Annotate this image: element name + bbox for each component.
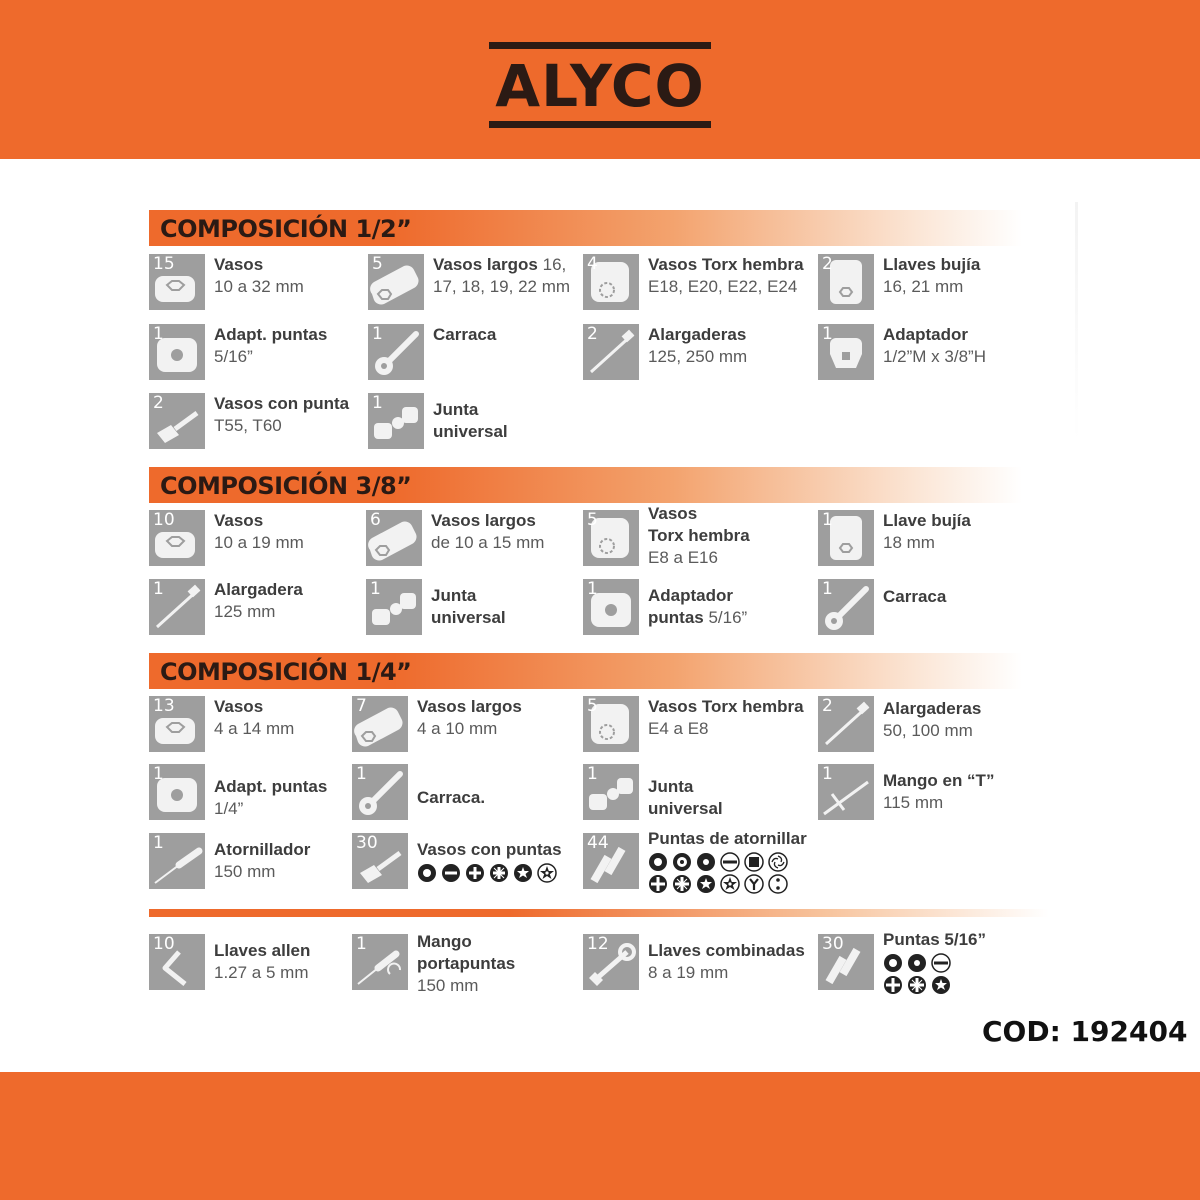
bit-types-row bbox=[883, 953, 1063, 973]
item-text: Vasos largos 16, 17, 18, 19, 22 mm bbox=[433, 255, 571, 296]
quantity: 2 bbox=[822, 696, 833, 716]
bit-socket-icon bbox=[149, 393, 205, 449]
logo-top-bar bbox=[489, 42, 711, 49]
bit-adapter-icon bbox=[149, 324, 205, 380]
item-text: Adaptador puntas 5/16” bbox=[648, 586, 748, 627]
screwdriver-icon bbox=[149, 833, 205, 889]
universal-joint-icon bbox=[583, 764, 639, 820]
item-text: Junta universal bbox=[648, 777, 723, 818]
quantity: 1 bbox=[153, 579, 164, 599]
quantity: 1 bbox=[587, 579, 598, 599]
quantity: 1 bbox=[356, 934, 367, 954]
bit-adapter-icon bbox=[149, 764, 205, 820]
product-code: COD: 192404 bbox=[982, 1015, 1188, 1048]
quantity: 10 bbox=[153, 934, 175, 954]
item-text: Alargadera 125 mm bbox=[214, 580, 303, 621]
bit-pozidriv-icon bbox=[672, 874, 692, 894]
quantity: 7 bbox=[356, 696, 367, 716]
decorative-line bbox=[1075, 202, 1078, 442]
footer-band bbox=[0, 1072, 1200, 1200]
quantity: 1 bbox=[356, 764, 367, 784]
extension-bar-icon bbox=[149, 579, 205, 635]
item-text: Mango en “T” 115 mm bbox=[883, 771, 995, 812]
quantity: 2 bbox=[587, 324, 598, 344]
bit-phillips-icon bbox=[465, 863, 485, 883]
screwdriver-bits-icon bbox=[583, 833, 639, 889]
item-text: Junta universal bbox=[433, 400, 508, 441]
item-text: Vasos Torx hembra E8 a E16 bbox=[648, 504, 750, 567]
bit-star-icon bbox=[931, 975, 951, 995]
item-text: Atornillador 150 mm bbox=[214, 840, 311, 881]
quantity: 1 bbox=[372, 324, 383, 344]
quantity: 1 bbox=[822, 510, 833, 530]
quantity: 15 bbox=[153, 254, 175, 274]
universal-joint-icon bbox=[368, 393, 424, 449]
item-text: Puntas 5/16” bbox=[883, 929, 1063, 995]
bit-torx-tamper-icon bbox=[720, 874, 740, 894]
bit-square-icon bbox=[744, 852, 764, 872]
bit-types-row-2 bbox=[883, 975, 1063, 995]
item-text: Carraca. bbox=[417, 788, 486, 807]
section-divider-bar bbox=[149, 909, 1049, 917]
section-header-3-8 bbox=[149, 467, 1022, 503]
item-text: Llaves combinadas 8 a 19 mm bbox=[648, 941, 805, 982]
item-text: Vasos con punta T55, T60 bbox=[214, 394, 350, 435]
quantity: 1 bbox=[822, 324, 833, 344]
extension-bar-icon bbox=[583, 324, 639, 380]
quantity: 1 bbox=[822, 764, 833, 784]
adapter-icon bbox=[818, 324, 874, 380]
bit-security-icon bbox=[672, 852, 692, 872]
item-text: Adapt. puntas 1/4” bbox=[214, 777, 328, 818]
long-socket-icon bbox=[368, 254, 424, 310]
section-title: COMPOSICIÓN 1/2” bbox=[160, 215, 412, 243]
bit-torx-tamper-icon bbox=[537, 863, 557, 883]
socket-icon bbox=[149, 696, 205, 752]
bit-star-icon bbox=[696, 874, 716, 894]
item-text: Alargaderas 50, 100 mm bbox=[883, 699, 982, 740]
brand-logo bbox=[489, 42, 711, 128]
bit-adapter-icon bbox=[583, 579, 639, 635]
item-text: Junta universal bbox=[431, 586, 506, 627]
bit-spiral-icon bbox=[768, 852, 788, 872]
bit-slotted-icon bbox=[931, 953, 951, 973]
quantity: 44 bbox=[587, 833, 609, 853]
quantity: 1 bbox=[153, 764, 164, 784]
screwdriver-bits-icon bbox=[818, 934, 874, 990]
bit-hex-icon bbox=[883, 953, 903, 973]
bit-hex-icon bbox=[648, 852, 668, 872]
spark-plug-socket-icon bbox=[818, 510, 874, 566]
quantity: 30 bbox=[356, 833, 378, 853]
quantity: 1 bbox=[153, 324, 164, 344]
allen-key-icon bbox=[149, 934, 205, 990]
spark-plug-socket-icon bbox=[818, 254, 874, 310]
quantity: 13 bbox=[153, 696, 175, 716]
item-text: Alargaderas 125, 250 mm bbox=[648, 325, 748, 366]
ratchet-icon bbox=[818, 579, 874, 635]
quantity: 30 bbox=[822, 934, 844, 954]
quantity: 6 bbox=[370, 510, 381, 530]
section-title: COMPOSICIÓN 1/4” bbox=[160, 658, 412, 686]
socket-icon bbox=[149, 510, 205, 566]
bit-holder-handle-icon bbox=[352, 934, 408, 990]
item-text: Llave bujía 18 mm bbox=[883, 511, 971, 552]
bit-torx-icon bbox=[907, 953, 927, 973]
item-text: Carraca bbox=[433, 325, 497, 344]
quantity: 5 bbox=[587, 510, 598, 530]
long-socket-icon bbox=[366, 510, 422, 566]
quantity: 5 bbox=[587, 696, 598, 716]
bit-types-row bbox=[417, 863, 577, 883]
extension-bar-icon bbox=[818, 696, 874, 752]
item-text: Puntas de atornillar bbox=[648, 828, 828, 894]
bit-types-row-2 bbox=[648, 874, 828, 894]
bit-torx-icon bbox=[417, 863, 437, 883]
item-text: Vasos largos 4 a 10 mm bbox=[417, 697, 522, 738]
bit-tri-wing-icon bbox=[744, 874, 764, 894]
item-text: Llaves bujía 16, 21 mm bbox=[883, 255, 981, 296]
socket-icon bbox=[149, 254, 205, 310]
item-text: Vasos Torx hembra E18, E20, E22, E24 bbox=[648, 255, 804, 296]
logo-bottom-bar bbox=[489, 121, 711, 128]
quantity: 2 bbox=[153, 393, 164, 413]
quantity: 1 bbox=[587, 764, 598, 784]
bit-socket-icon bbox=[352, 833, 408, 889]
item-text: Vasos largos de 10 a 15 mm bbox=[431, 511, 545, 552]
bit-phillips-icon bbox=[883, 975, 903, 995]
item-text: Mango portapuntas 150 mm bbox=[417, 932, 516, 995]
item-text: Vasos Torx hembra E4 a E8 bbox=[648, 697, 804, 738]
bit-spanner-icon bbox=[768, 874, 788, 894]
quantity: 5 bbox=[372, 254, 383, 274]
quantity: 1 bbox=[370, 579, 381, 599]
torx-socket-icon bbox=[583, 510, 639, 566]
section-title: COMPOSICIÓN 3/8” bbox=[160, 472, 412, 500]
quantity: 12 bbox=[587, 934, 609, 954]
item-text: Vasos con puntas bbox=[417, 839, 577, 883]
combination-wrench-icon bbox=[583, 934, 639, 990]
item-text: Vasos 10 a 32 mm bbox=[214, 255, 304, 296]
torx-socket-icon bbox=[583, 254, 639, 310]
bit-phillips-icon bbox=[648, 874, 668, 894]
section-header-1-2 bbox=[149, 210, 1022, 246]
item-text: Adaptador 1/2”M x 3/8”H bbox=[883, 325, 986, 366]
item-text: Vasos 4 a 14 mm bbox=[214, 697, 295, 738]
quantity: 10 bbox=[153, 510, 175, 530]
item-text: Vasos 10 a 19 mm bbox=[214, 511, 304, 552]
bit-pozidriv-icon bbox=[907, 975, 927, 995]
ratchet-icon bbox=[368, 324, 424, 380]
long-socket-icon bbox=[352, 696, 408, 752]
section-header-1-4 bbox=[149, 653, 1022, 689]
bit-torx-icon bbox=[696, 852, 716, 872]
quantity: 1 bbox=[372, 393, 383, 413]
bit-types-row bbox=[648, 852, 828, 872]
item-text: Adapt. puntas 5/16” bbox=[214, 325, 328, 366]
logo-wordmark: ALYCO bbox=[495, 52, 705, 120]
quantity: 2 bbox=[822, 254, 833, 274]
item-text: Carraca bbox=[883, 587, 947, 606]
bit-slotted-icon bbox=[441, 863, 461, 883]
quantity: 1 bbox=[153, 833, 164, 853]
quantity: 1 bbox=[822, 579, 833, 599]
bit-pozidriv-icon bbox=[489, 863, 509, 883]
bit-star-icon bbox=[513, 863, 533, 883]
torx-socket-icon bbox=[583, 696, 639, 752]
quantity: 4 bbox=[587, 254, 598, 274]
item-text: Llaves allen 1.27 a 5 mm bbox=[214, 941, 311, 982]
bit-slotted-icon bbox=[720, 852, 740, 872]
universal-joint-icon bbox=[366, 579, 422, 635]
ratchet-icon bbox=[352, 764, 408, 820]
t-handle-icon bbox=[818, 764, 874, 820]
